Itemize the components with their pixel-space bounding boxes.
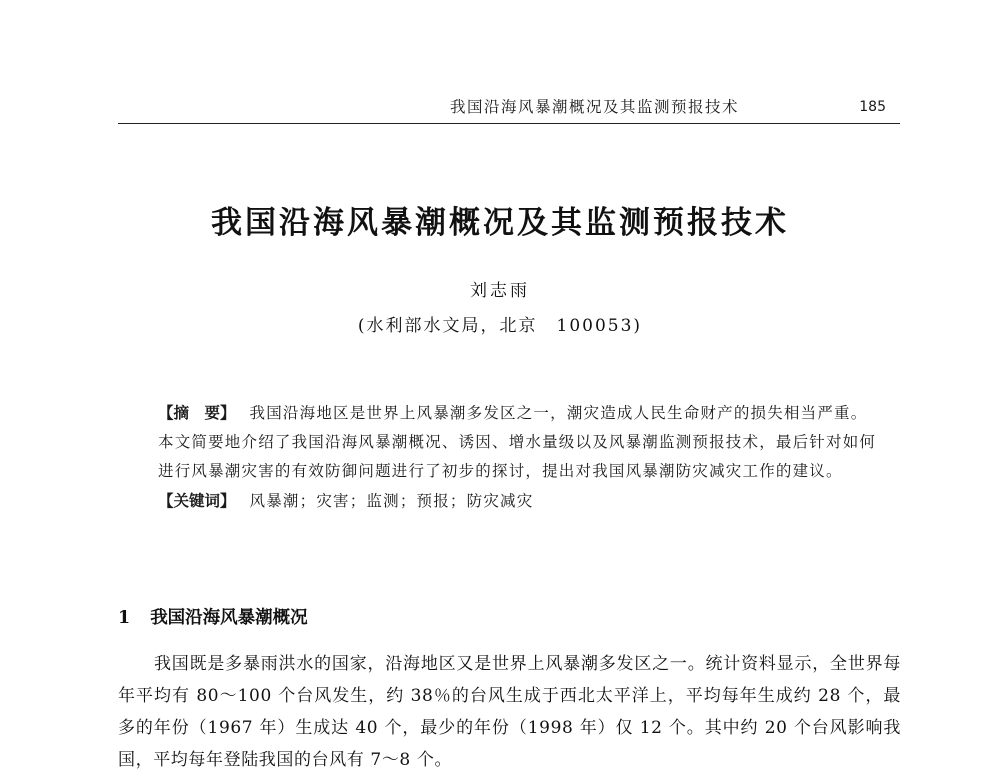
abstract-block — [158, 399, 878, 516]
section-title: 我国沿海风暴潮概况 — [150, 608, 308, 628]
section-number: 1 — [118, 608, 131, 628]
abstract-text: 我国沿海地区是世界上风暴潮多发区之一，潮灾造成人民生命财产的损失相当严重。本文简要地介绍了我国沿海风暴潮概况、诱因、增水量级以及风暴潮监测预报技术，最后针对如何进行风暴潮灾害的有效防御问题进行了初步的探讨，提出对我国风暴潮防灾减灾工作的建议。 — [158, 404, 877, 480]
abstract-label: 【摘 要】 — [158, 404, 236, 422]
keywords-label: 【关键词】 — [158, 492, 236, 510]
keywords-text: 风暴潮；灾害；监测；预报；防灾减灾 — [249, 492, 534, 510]
keywords — [158, 487, 878, 516]
paragraph: 我国既是多暴雨洪水的国家，沿海地区又是世界上风暴潮多发区之一。统计资料显示，全世界每年平均有 80～100 个台风发生，约 38％的台风生成于西北太平洋上，平均每年生成约 28 个，最多的年份（1967 年）生成达 40 个，最少的年份（1998 年）仅 12 个。其中约 20 个台风影响我国，平均每年登陆我国的台风有 7～8 个。 — [118, 654, 901, 770]
paper-title: 我国沿海风暴潮概况及其监测预报技术 — [211, 205, 789, 241]
author: 刘志雨 — [470, 281, 530, 301]
running-title: 我国沿海风暴潮概况及其监测预报技术 — [450, 98, 740, 116]
affiliation: (水利部水文局，北京 100053) — [357, 316, 643, 336]
abstract — [158, 399, 878, 486]
body-text — [118, 648, 901, 776]
page-number: 185 — [859, 99, 886, 115]
section-heading — [118, 604, 308, 629]
running-header — [118, 93, 900, 124]
